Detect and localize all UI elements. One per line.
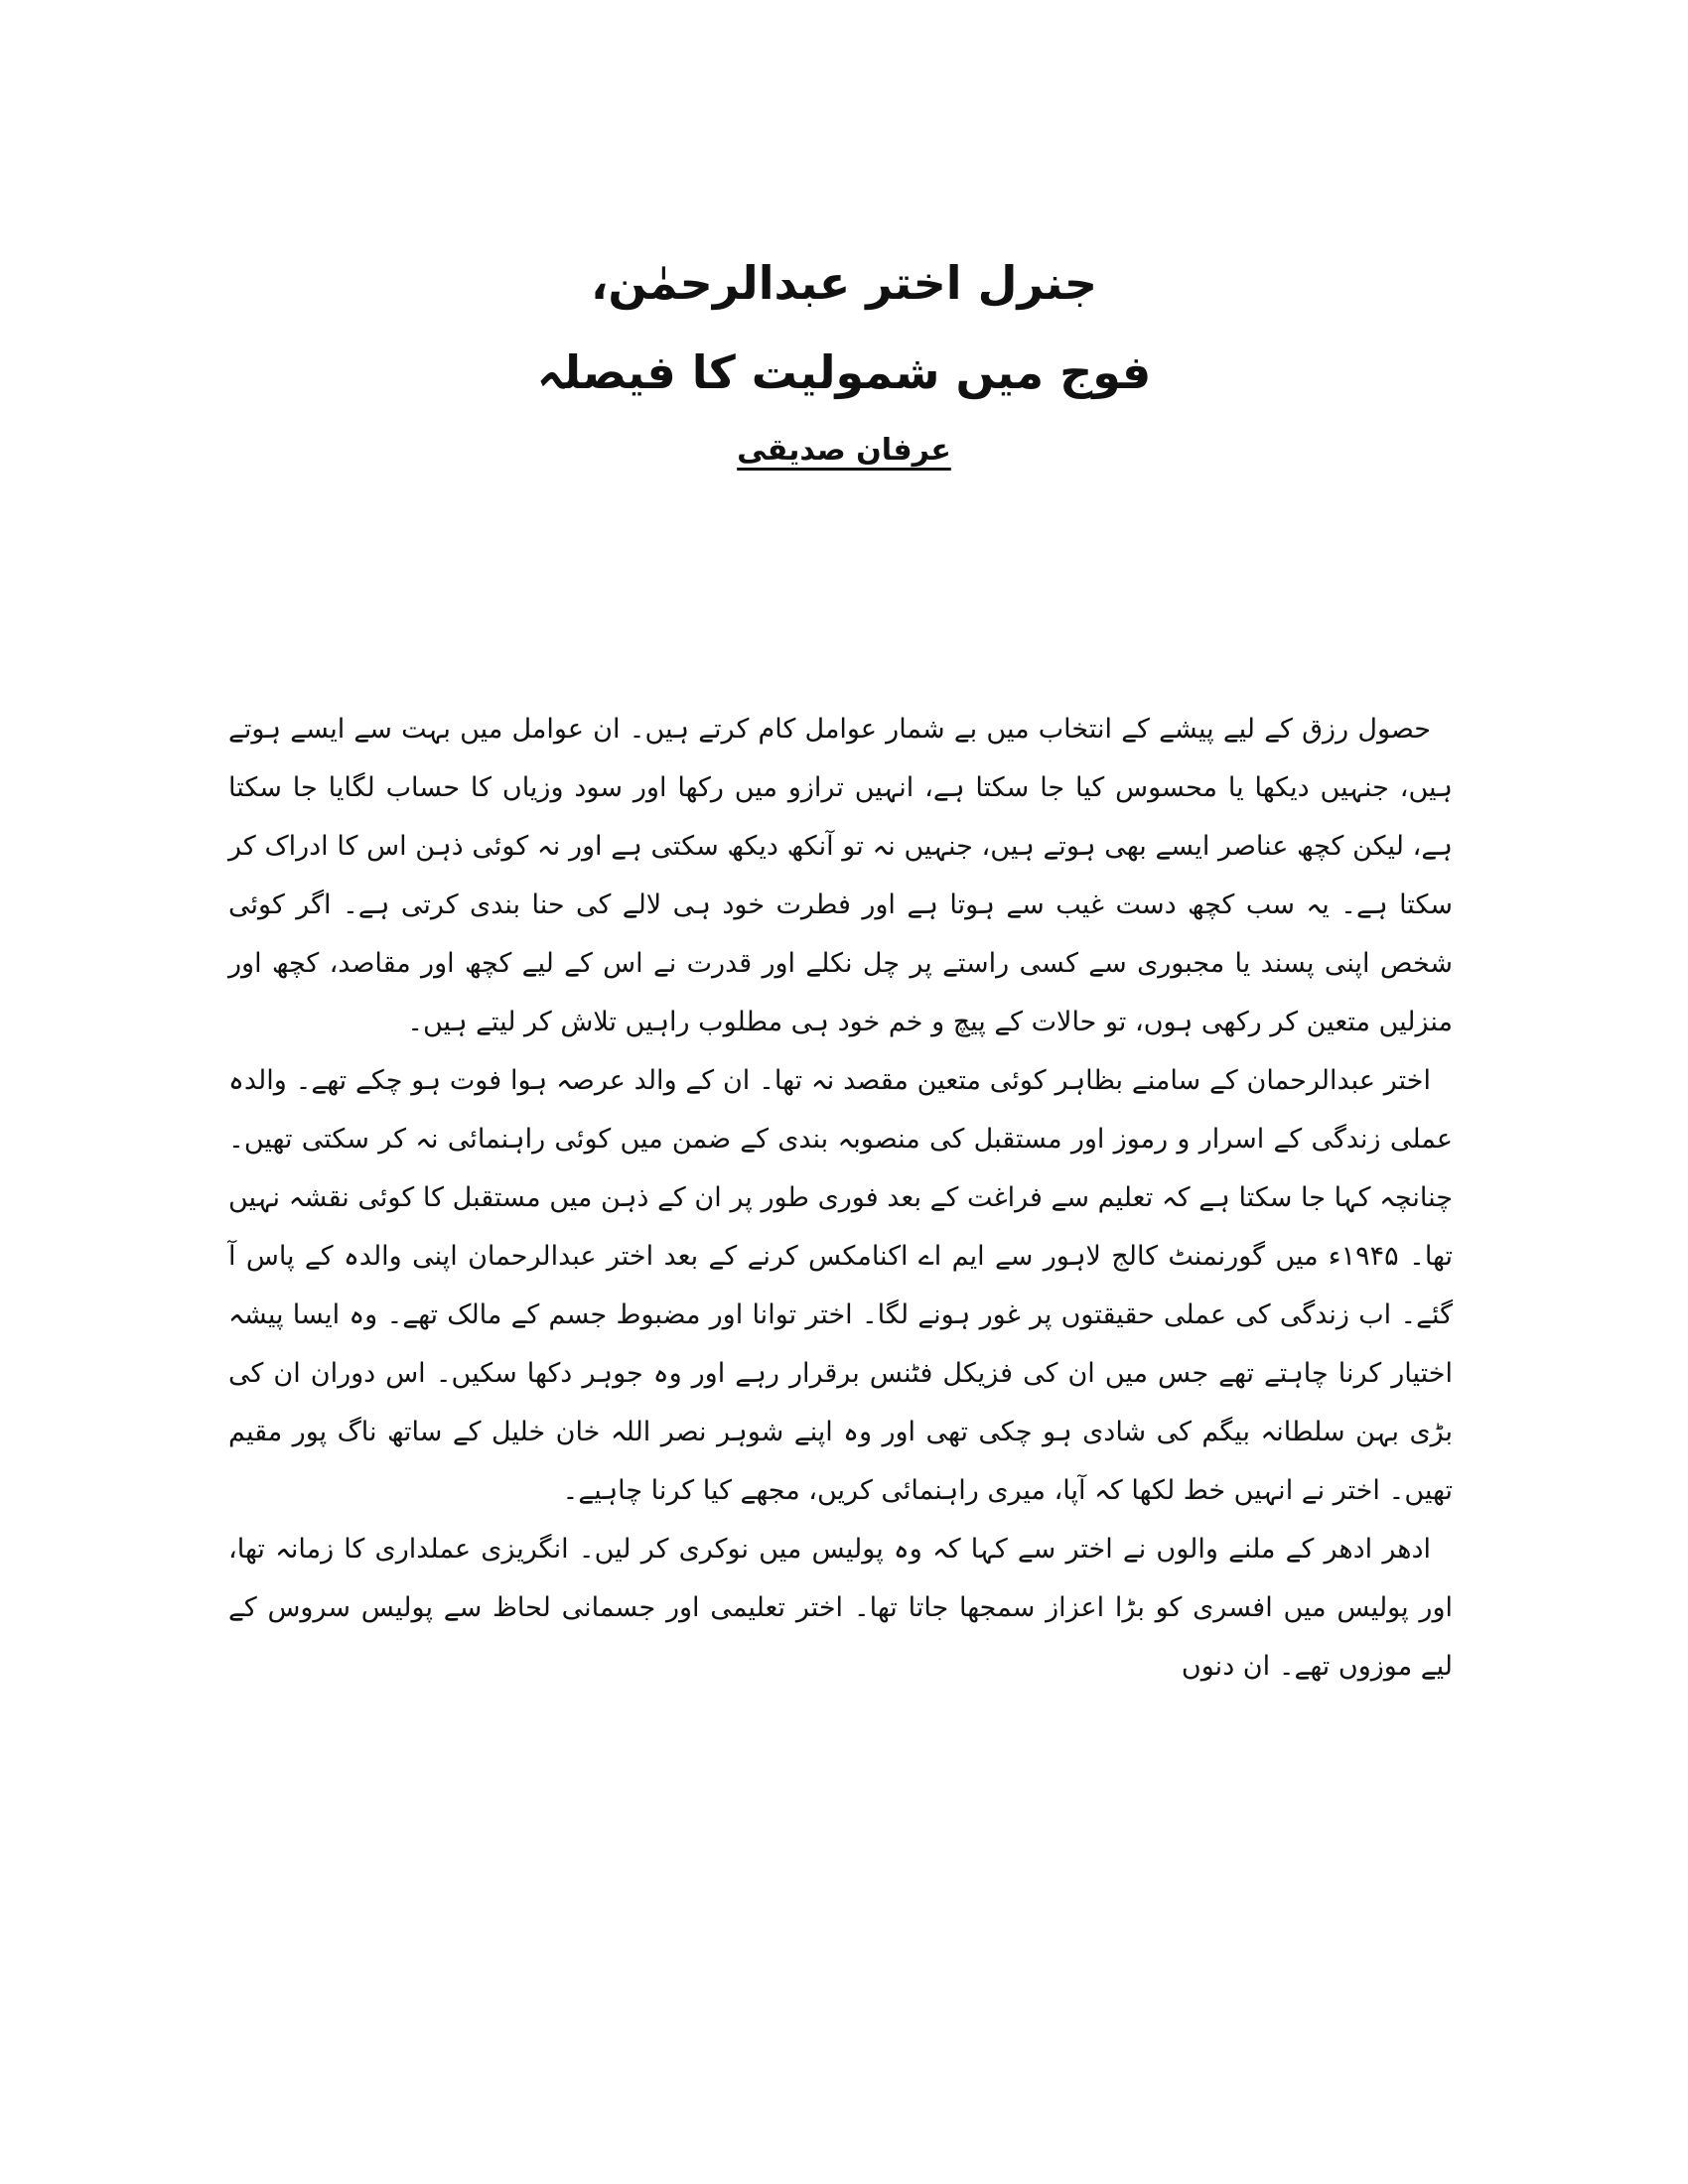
paragraph-3: ادھر ادھر کے ملنے والوں نے اختر سے کہا کہ وہ پولیس میں نوکری کر لیں۔ انگریزی عملداری کا زمانہ تھا، اور پولیس میں افسری کو بڑا اعزاز سمجھا جاتا تھا۔ اختر تعلیمی اور جسمانی لحاظ سے پولیس سروس کے لیے موزوں تھے۔ ان دنوں [228,1534,1453,1682]
title-line-2: فوج میں شمولیت کا فیصلہ [536,345,1152,399]
paragraph-1: حصول رزق کے لیے پیشے کے انتخاب میں بے شمار عوامل کام کرتے ہیں۔ ان عوامل میں بہت سے ایسے ہوتے ہیں، جنہیں دیکھا یا محسوس کیا جا سکتا ہے، انہیں ترازو میں رکھا اور سود وزیاں کا حساب لگایا جا سکتا ہے، لیکن کچھ عناصر ایسے بھی ہوتے ہیں، جنہیں نہ تو آنکھ دیکھ سکتی ہے اور نہ کوئی ذہن اس کا ادراک کر سکتا ہے۔ یہ سب کچھ دست غیب سے ہوتا ہے اور فطرت خود ہی لالے کی حنا بندی کرتی ہے۔ اگر کوئی شخص اپنی پسند یا مجبوری سے کسی راستے پر چل نکلے اور قدرت نے اس کے لیے کچھ اور مقاصد، کچھ اور منزلیں متعین کر رکھی ہوں، تو حالات کے پیچ و خم خود ہی مطلوب راہیں تلاش کر لیتے ہیں۔ [228,714,1453,1037]
title-block [0,238,1688,480]
article-body [228,700,1453,1696]
paragraph-2: اختر عبدالرحمان کے سامنے بظاہر کوئی متعین مقصد نہ تھا۔ ان کے والد عرصہ ہوا فوت ہو چکے تھے۔ والدہ عملی زندگی کے اسرار و رموز اور مستقبل کی منصوبہ بندی کے ضمن میں کوئی راہنمائی نہ کر سکتی تھیں۔ چنانچہ کہا جا سکتا ہے کہ تعلیم سے فراغت کے بعد فوری طور پر ان کے ذہن میں مستقبل کا کوئی نقشہ نہیں تھا۔ ۱۹۴۵ء میں گورنمنٹ کالج لاہور سے ایم اے اکنامکس کرنے کے بعد اختر عبدالرحمان اپنی والدہ کے پاس آ گئے۔ اب زندگی کی عملی حقیقتوں پر غور ہونے لگا۔ اختر توانا اور مضبوط جسم کے مالک تھے۔ وہ ایسا پیشہ اختیار کرنا چاہتے تھے جس میں ان کی فزیکل فٹنس برقرار رہے اور وہ جوہر دکھا سکیں۔ اس دوران ان کی بڑی بہن سلطانہ بیگم کی شادی ہو چکی تھی اور وہ اپنے شوہر نصر اللہ خان خلیل کے ساتھ ناگ پور مقیم تھیں۔ اختر نے انہیں خط لکھا کہ آپا، میری راہنمائی کریں، مجھے کیا کرنا چاہیے۔ [228,1065,1454,1506]
author-name: عرفان صدیقی [737,433,951,468]
title-line-1: جنرل اختر عبدالرحمٰن، [590,256,1098,310]
